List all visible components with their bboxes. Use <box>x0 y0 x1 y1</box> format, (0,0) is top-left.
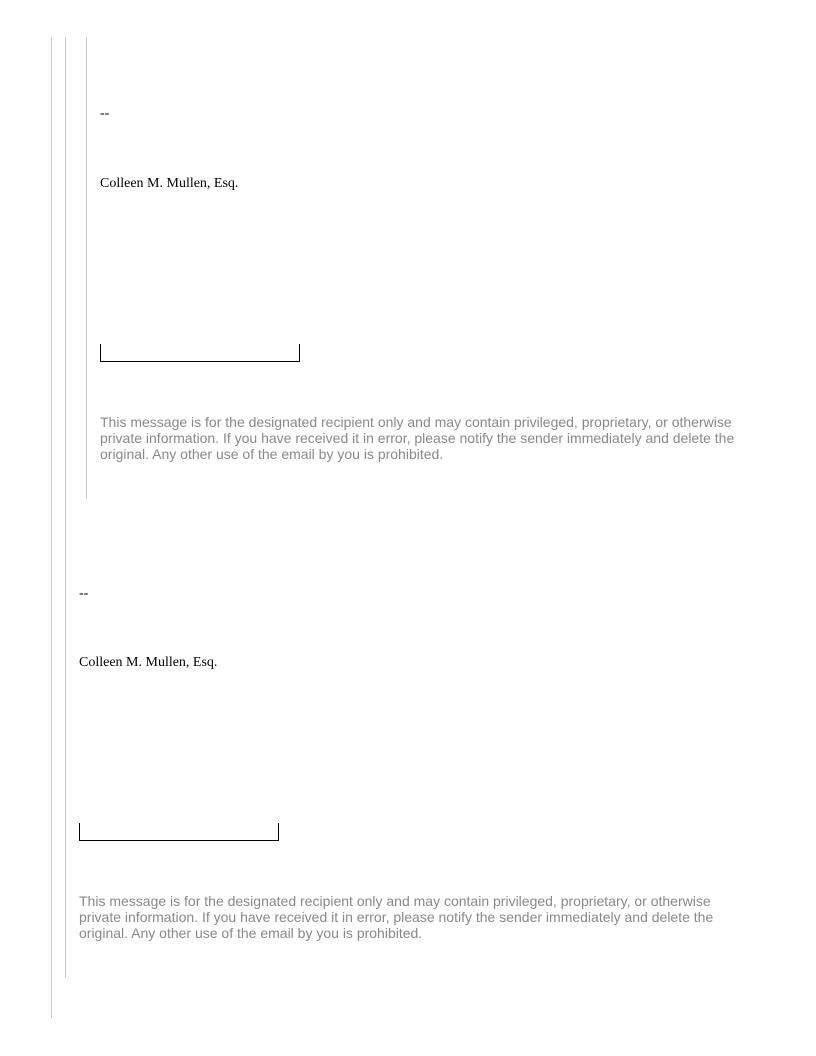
inner-signature-image-placeholder <box>100 344 300 362</box>
outer-signature-name: Colleen M. Mullen, Esq. <box>79 655 218 670</box>
outer-signature-image-placeholder <box>79 823 279 841</box>
quote-bar-outer <box>51 37 52 1018</box>
outer-disclaimer: This message is for the designated recipient only and may contain privileged, proprietary, or otherwise private information. If you have received it in error, please notify the sender immediately and delete the original. Any other use of the email by you is prohibited. <box>79 893 714 941</box>
quote-bar-inner <box>86 37 87 499</box>
inner-signature-name: Colleen M. Mullen, Esq. <box>100 176 239 191</box>
inner-disclaimer: This message is for the designated recipient only and may contain privileged, proprietary, or otherwise private information. If you have received it in error, please notify the sender immediately and delete the original. Any other use of the email by you is prohibited. <box>100 414 735 462</box>
quote-bar-middle <box>65 37 66 978</box>
inner-signature-separator: -- <box>100 106 110 121</box>
outer-signature-separator: -- <box>79 586 89 601</box>
